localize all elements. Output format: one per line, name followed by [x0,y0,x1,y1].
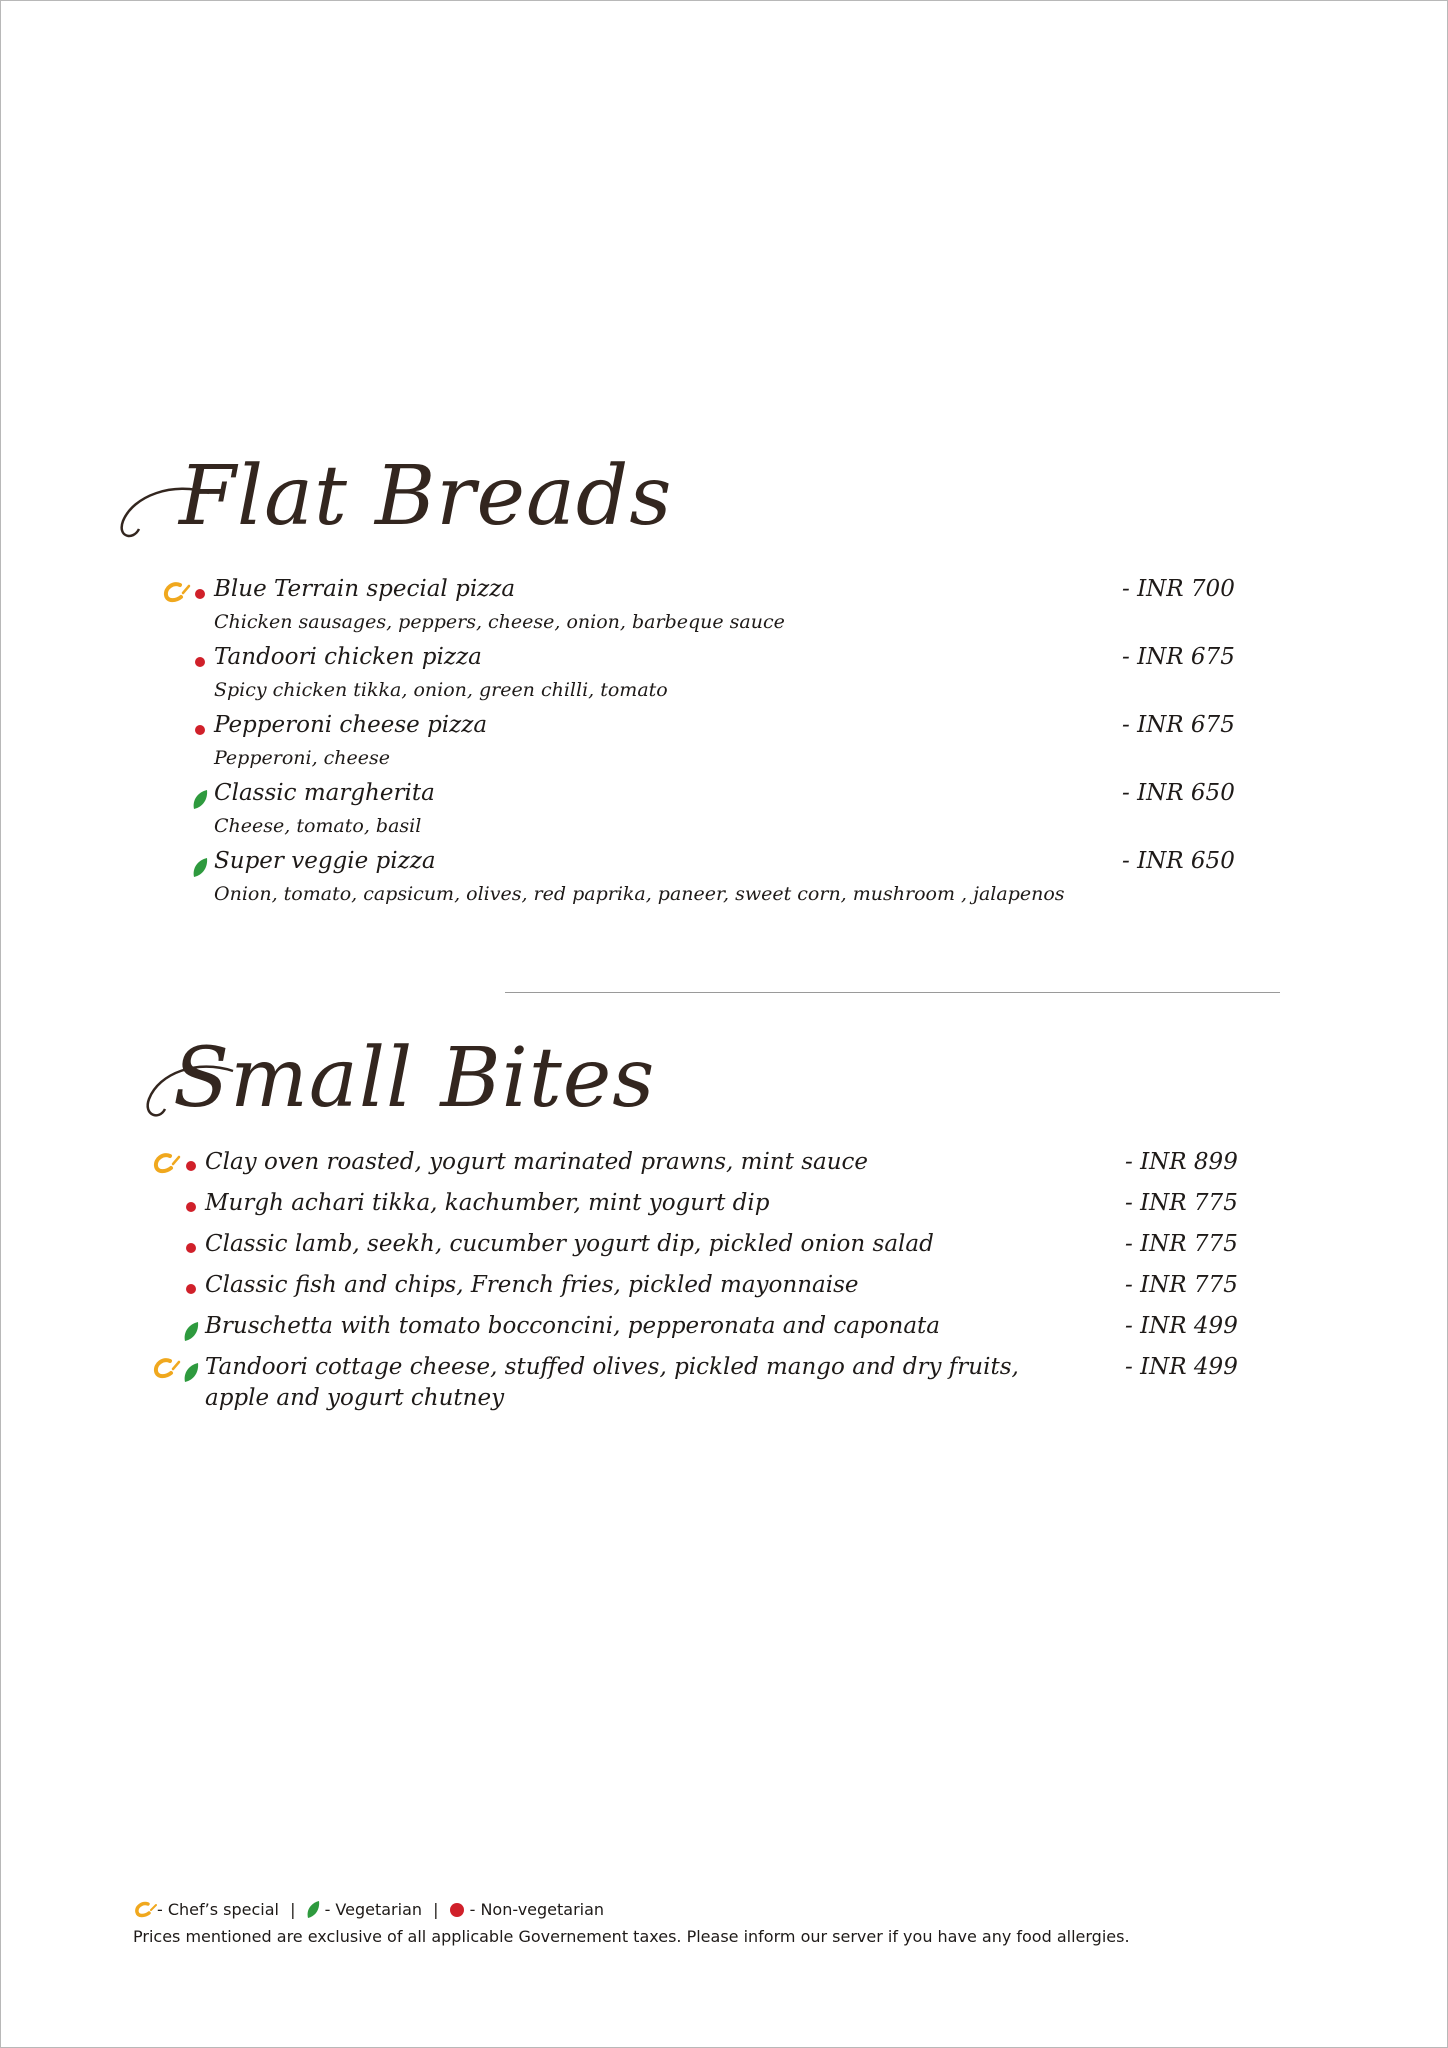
menu-item-name: Pepperoni cheese pizza [214,712,488,738]
non-vegetarian-dot-icon [185,1201,197,1213]
menu-item-name-continued: apple and yogurt chutney [205,1385,505,1411]
menu-item-price: - INR 650 [1122,848,1235,874]
flat-breads-title: Flat Breads [179,449,673,544]
menu-item-description: Pepperoni, cheese [214,747,391,769]
menu-item-name: Bruschetta with tomato bocconcini, pepperonata and caponata [205,1313,941,1339]
legend-separator: | [290,1900,296,1919]
menu-item-name: Classic margherita [214,780,435,806]
non-vegetarian-dot-icon [185,1160,197,1172]
diet-legend [133,1899,604,1920]
menu-item-name: Clay oven roasted, yogurt marinated prawns, mint sauce [205,1149,869,1175]
menu-item-description: Cheese, tomato, basil [214,815,422,837]
menu-item-description: Spicy chicken tikka, onion, green chilli, tomato [214,679,668,701]
menu-item-name: Classic lamb, seekh, cucumber yogurt dip, pickled onion salad [205,1231,934,1257]
vegetarian-leaf-icon [192,857,208,879]
legend-chef-label: - Chef’s special [157,1900,279,1919]
non-vegetarian-dot-icon [194,724,206,736]
menu-item-name: Classic fish and chips, French fries, pickled mayonnaise [205,1272,859,1298]
menu-item-description: Chicken sausages, peppers, cheese, onion, barbeque sauce [214,611,785,633]
menu-item-price: - INR 700 [1122,576,1235,602]
menu-item-price: - INR 775 [1125,1272,1238,1298]
non-vegetarian-dot-icon [194,656,206,668]
non-vegetarian-dot-icon [185,1283,197,1295]
legend-veg-label: - Vegetarian [324,1900,423,1919]
menu-item-price: - INR 499 [1125,1354,1238,1380]
menu-item-name: Super veggie pizza [214,848,436,874]
vegetarian-leaf-icon [183,1362,199,1384]
menu-item-price: - INR 675 [1122,644,1235,670]
non-vegetarian-dot-icon [185,1242,197,1254]
chef-special-icon [161,580,191,606]
vegetarian-leaf-icon [192,789,208,811]
small-bites-title: Small Bites [173,1031,656,1126]
chef-special-icon [151,1151,181,1177]
menu-item-name: Tandoori cottage cheese, stuffed olives, pickled mango and dry fruits, [205,1354,1019,1380]
menu-item-price: - INR 899 [1125,1149,1238,1175]
menu-item-name: Blue Terrain special pizza [214,576,516,602]
section-divider [505,992,1280,993]
menu-item-price: - INR 775 [1125,1190,1238,1216]
menu-item-price: - INR 499 [1125,1313,1238,1339]
vegetarian-leaf-icon [183,1321,199,1343]
menu-item-name: Murgh achari tikka, kachumber, mint yogurt dip [205,1190,770,1216]
tax-allergy-note: Prices mentioned are exclusive of all applicable Governement taxes. Please inform our server if you have any food allergies. [133,1927,1130,1946]
legend-nonveg-label: - Non-vegetarian [469,1900,605,1919]
menu-item-price: - INR 650 [1122,780,1235,806]
menu-item-price: - INR 675 [1122,712,1235,738]
chef-special-icon [151,1356,181,1382]
chef-special-icon [133,1900,157,1920]
non-vegetarian-dot-icon [194,588,206,600]
menu-item-description: Onion, tomato, capsicum, olives, red paprika, paneer, sweet corn, mushroom , jalapenos [214,883,1065,905]
menu-item-name: Tandoori chicken pizza [214,644,482,670]
non-vegetarian-dot-icon [448,1901,466,1919]
vegetarian-leaf-icon [305,1900,321,1920]
menu-item-price: - INR 775 [1125,1231,1238,1257]
legend-separator: | [433,1900,439,1919]
